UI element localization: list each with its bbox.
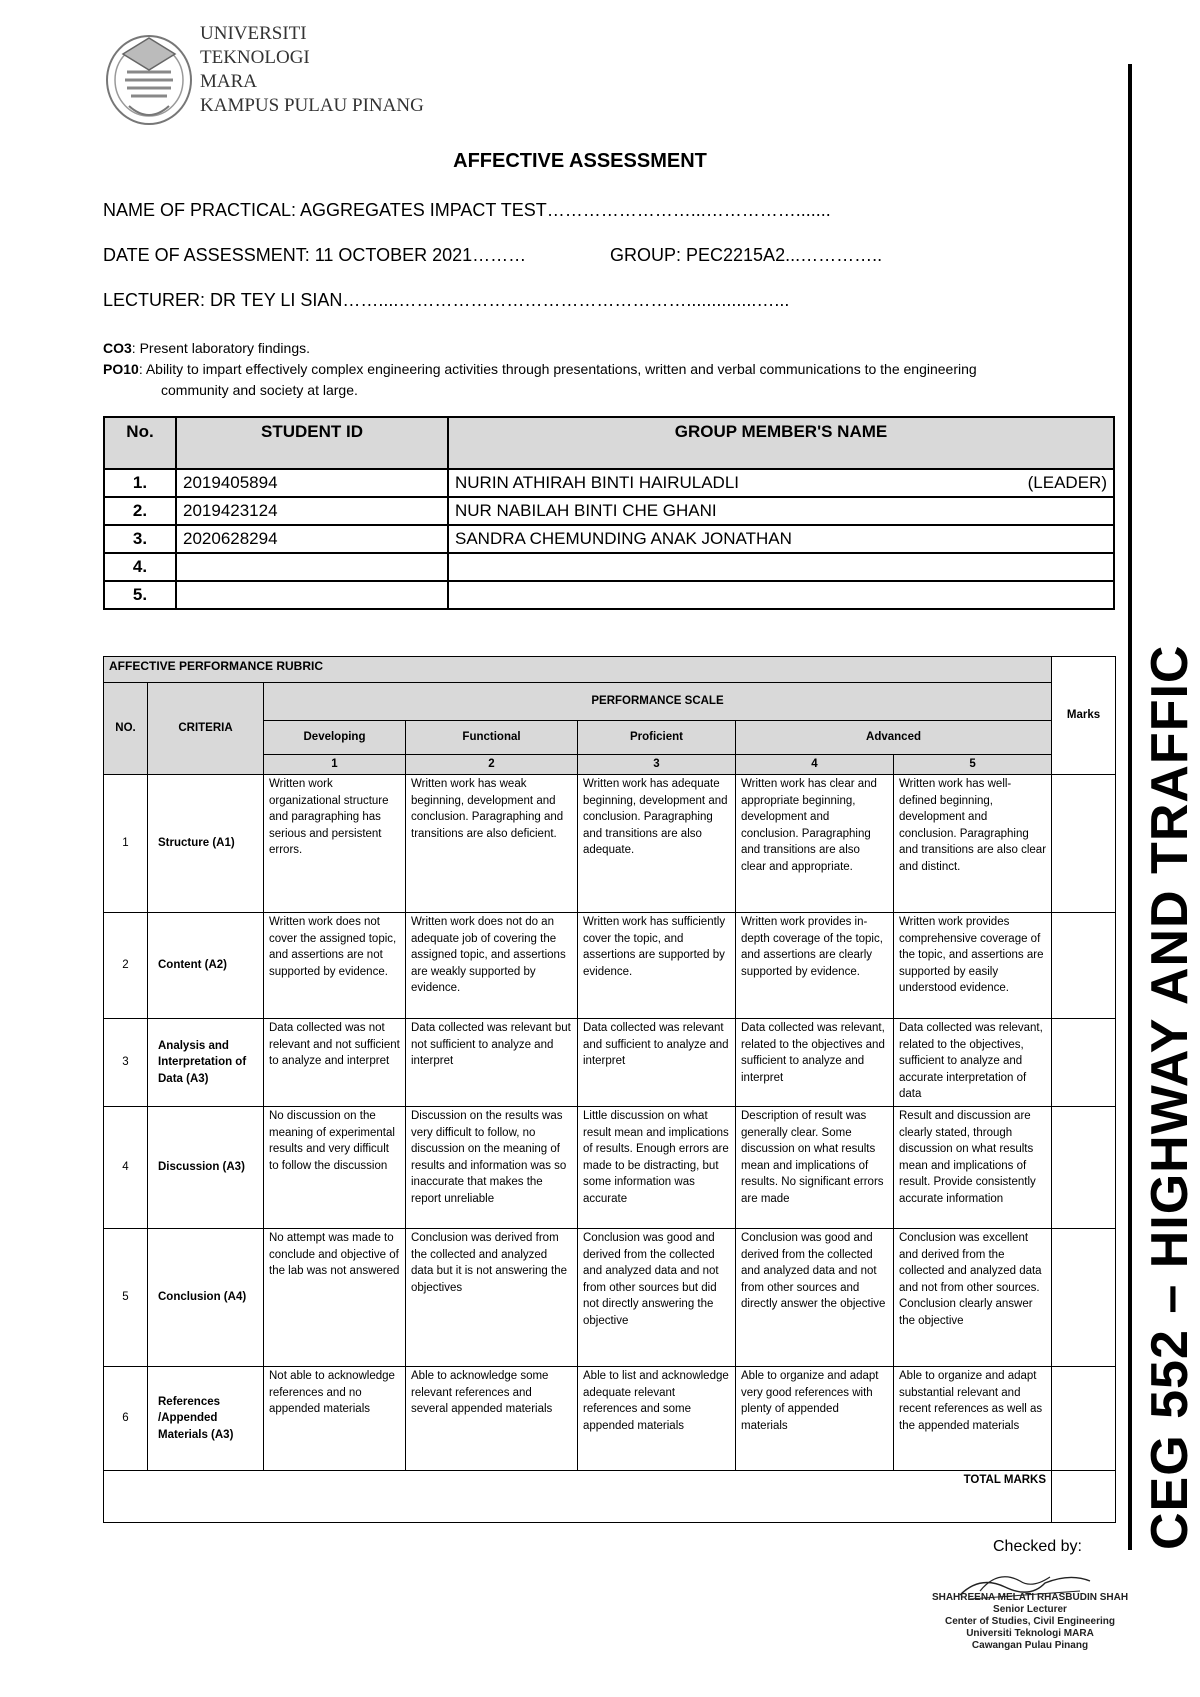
member-no: 1. <box>104 469 176 497</box>
member-name: NUR NABILAH BINTI CHE GHANI <box>448 497 1114 525</box>
level-functional: Functional <box>406 721 578 755</box>
university-name <box>200 22 424 118</box>
rubric-cell: Written work has weak beginning, development and conclusion. Paragraphing and transitions are also deficient. <box>406 775 578 913</box>
total-marks-label: TOTAL MARKS <box>104 1471 1052 1523</box>
member-name <box>448 553 1114 581</box>
co3-label: CO3 <box>103 340 132 356</box>
rubric-cell: Data collected was relevant and sufficient to analyze and interpret <box>578 1019 736 1107</box>
stamp-line: Center of Studies, Civil Engineering <box>944 1616 1116 1627</box>
university-line-2: TEKNOLOGI <box>200 47 310 68</box>
table-row <box>104 469 1114 497</box>
rubric-cell: Conclusion was excellent and derived from the collected and analyzed data and not from other sources. Conclusion clearly answer the objective <box>894 1229 1052 1367</box>
rubric-table <box>103 656 1116 1523</box>
po10-text: : Ability to impart effectively complex engineering activities through presentations, written and verbal communications to the engineering <box>138 361 977 377</box>
checked-by-label: Checked by: <box>993 1538 1082 1555</box>
criteria-name: Discussion (A3) <box>148 1107 264 1229</box>
member-no: 5. <box>104 581 176 609</box>
rubric-cell: Not able to acknowledge references and no appended materials <box>264 1367 406 1471</box>
member-id: 2019405894 <box>176 469 448 497</box>
performance-scale-header: PERFORMANCE SCALE <box>264 683 1052 721</box>
rubric-cell: Discussion on the results was very difficult to follow, no discussion on the meaning of results and information was so inaccurate that makes the report unreliable <box>406 1107 578 1229</box>
rubric-cell: Able to organize and adapt substantial relevant and recent references as well as the appended materials <box>894 1367 1052 1471</box>
score-1: 1 <box>264 755 406 775</box>
criteria-name: References /Appended Materials (A3) <box>148 1367 264 1471</box>
marks-cell <box>1052 1107 1116 1229</box>
marks-cell <box>1052 1229 1116 1367</box>
member-no: 3. <box>104 525 176 553</box>
rubric-cell: Able to list and acknowledge adequate relevant references and some appended materials <box>578 1367 736 1471</box>
criteria-name: Structure (A1) <box>148 775 264 913</box>
rubric-cell: Written work has clear and appropriate beginning, development and conclusion. Paragraphing and transitions are also clear and appropriate. <box>736 775 894 913</box>
header-no: No. <box>104 417 176 469</box>
header-member-name: GROUP MEMBER'S NAME <box>448 417 1114 469</box>
criteria-name: Analysis and Interpretation of Data (A3) <box>148 1019 264 1107</box>
marks-cell <box>1052 1019 1116 1107</box>
stamp-line: Cawangan Pulau Pinang <box>971 1640 1089 1651</box>
university-line-1: UNIVERSITI <box>200 23 307 44</box>
criteria-header: CRITERIA <box>148 683 264 775</box>
rubric-cell: No attempt was made to conclude and objective of the lab was not answered <box>264 1229 406 1367</box>
member-id: 2019423124 <box>176 497 448 525</box>
marks-cell <box>1052 775 1116 913</box>
criteria-no: 4 <box>104 1107 148 1229</box>
rubric-cell: Data collected was relevant, related to the objectives, sufficient to analyze and accurate interpretation of data <box>894 1019 1052 1107</box>
score-3: 3 <box>578 755 736 775</box>
rubric-cell: Able to acknowledge some relevant references and several appended materials <box>406 1367 578 1471</box>
total-marks-cell <box>1052 1471 1116 1523</box>
uitm-crest-icon <box>103 24 195 128</box>
rubric-cell: Written work organizational structure and paragraphing has serious and persistent errors. <box>264 775 406 913</box>
po10-label: PO10 <box>103 361 139 377</box>
member-name: NURIN ATHIRAH BINTI HAIRULADLI <box>455 473 740 492</box>
rubric-cell: Written work has sufficiently cover the topic, and assertions are supported by evidence. <box>578 913 736 1019</box>
member-no: 4. <box>104 553 176 581</box>
member-id <box>176 553 448 581</box>
po10-text-continued: community and society at large. <box>161 382 358 398</box>
stamp-line: Senior Lecturer <box>993 1604 1067 1615</box>
marks-header: Marks <box>1052 657 1116 775</box>
assessment-date-field: DATE OF ASSESSMENT: 11 OCTOBER 2021……… <box>103 245 527 265</box>
criteria-no: 6 <box>104 1367 148 1471</box>
rubric-cell: Description of result was generally clear. Some discussion on what results mean and implications of results. No significant errors are made <box>736 1107 894 1229</box>
header-student-id: STUDENT ID <box>176 417 448 469</box>
members-table <box>103 416 1115 610</box>
rubric-cell: Written work does not do an adequate job of covering the assigned topic, and assertions are weakly supported by evidence. <box>406 913 578 1019</box>
table-row <box>104 525 1114 553</box>
score-4: 4 <box>736 755 894 775</box>
rubric-cell: Conclusion was derived from the collected and analyzed data but it is not answering the objectives <box>406 1229 578 1367</box>
official-stamp <box>930 1592 1130 1652</box>
banner-rule <box>1128 64 1132 1550</box>
table-row <box>104 553 1114 581</box>
course-outcomes <box>103 338 1123 401</box>
university-line-3: MARA <box>200 71 258 92</box>
co3-text: : Present laboratory findings. <box>131 340 311 356</box>
member-name <box>448 581 1114 609</box>
rubric-cell: Written work has well-defined beginning, development and conclusion. Paragraphing and transitions are also clear and distinct. <box>894 775 1052 913</box>
table-row <box>104 913 1116 1019</box>
member-name-cell <box>448 469 1114 497</box>
table-row <box>104 1019 1116 1107</box>
rubric-cell: No discussion on the meaning of experimental results and very difficult to follow the discussion <box>264 1107 406 1229</box>
rubric-cell: Able to organize and adapt very good references with plenty of appended materials <box>736 1367 894 1471</box>
table-row <box>104 1107 1116 1229</box>
total-row <box>104 1471 1116 1523</box>
no-header: NO. <box>104 683 148 775</box>
marks-cell <box>1052 913 1116 1019</box>
members-header-row <box>104 417 1114 469</box>
score-2: 2 <box>406 755 578 775</box>
rubric-cell: Written work provides in-depth coverage of the topic, and assertions are clearly supported by evidence. <box>736 913 894 1019</box>
group-field: GROUP: PEC2215A2...………….. <box>610 245 883 265</box>
level-advanced: Advanced <box>736 721 1052 755</box>
lecturer-field: LECTURER: DR TEY LI SIAN……....…………………………………………..............…... <box>103 290 790 310</box>
rubric-cell: Little discussion on what result mean and implications of results. Enough errors are made to be distracting, but some information was accurate <box>578 1107 736 1229</box>
score-5: 5 <box>894 755 1052 775</box>
criteria-name: Conclusion (A4) <box>148 1229 264 1367</box>
stamp-line: SHAHREENA MELATI RHASBUDIN SHAH <box>931 1592 1129 1603</box>
practical-name-field: NAME OF PRACTICAL: AGGREGATES IMPACT TEST……………………...……………....... <box>103 200 831 220</box>
rubric-cell: Conclusion was good and derived from the collected and analyzed data and not from other sources and directly answer the objective <box>736 1229 894 1367</box>
member-no: 2. <box>104 497 176 525</box>
table-row <box>104 775 1116 913</box>
level-proficient: Proficient <box>578 721 736 755</box>
marks-cell <box>1052 1367 1116 1471</box>
member-name: SANDRA CHEMUNDING ANAK JONATHAN <box>448 525 1114 553</box>
rubric-cell: Written work provides comprehensive coverage of the topic, and assertions are supported by easily understood evidence. <box>894 913 1052 1019</box>
member-role: (LEADER) <box>1027 473 1107 492</box>
criteria-no: 5 <box>104 1229 148 1367</box>
rubric-cell: Data collected was relevant but not sufficient to analyze and interpret <box>406 1019 578 1107</box>
rubric-cell: Written work has adequate beginning, development and conclusion. Paragraphing and transitions are also adequate. <box>578 775 736 913</box>
table-row <box>104 497 1114 525</box>
university-line-4: KAMPUS PULAU PINANG <box>200 95 424 116</box>
rubric-title: AFFECTIVE PERFORMANCE RUBRIC <box>104 657 1052 683</box>
criteria-no: 2 <box>104 913 148 1019</box>
rubric-cell: Result and discussion are clearly stated, through discussion on what results mean and implications of result. Provide consistently accurate information <box>894 1107 1052 1229</box>
level-developing: Developing <box>264 721 406 755</box>
stamp-line: Universiti Teknologi MARA <box>966 1628 1094 1639</box>
course-banner: CEG 552 – HIGHWAY AND TRAFFIC <box>1141 644 1199 1550</box>
rubric-cell: Conclusion was good and derived from the collected and analyzed data and not from other sources but did not directly answering the objective <box>578 1229 736 1367</box>
document-title: AFFECTIVE ASSESSMENT <box>453 150 707 172</box>
table-row <box>104 1229 1116 1367</box>
rubric-cell: Data collected was relevant, related to the objectives and sufficient to analyze and interpret <box>736 1019 894 1107</box>
member-id <box>176 581 448 609</box>
rubric-cell: Written work does not cover the assigned topic, and assertions are not supported by evidence. <box>264 913 406 1019</box>
table-row <box>104 581 1114 609</box>
criteria-no: 3 <box>104 1019 148 1107</box>
criteria-name: Content (A2) <box>148 913 264 1019</box>
table-row <box>104 1367 1116 1471</box>
criteria-no: 1 <box>104 775 148 913</box>
rubric-cell: Data collected was not relevant and not sufficient to analyze and interpret <box>264 1019 406 1107</box>
member-id: 2020628294 <box>176 525 448 553</box>
